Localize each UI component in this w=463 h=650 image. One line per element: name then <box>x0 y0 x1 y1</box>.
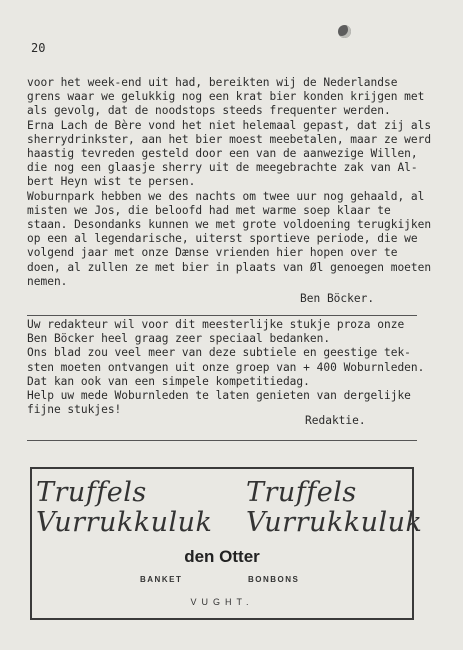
ad-script-truffels: Truffels <box>36 477 147 508</box>
story-line: nemen. <box>27 274 68 288</box>
editorial-line: Dat kan ook van een simpele kompetitiedag. <box>27 374 310 388</box>
story-line: op een al legendarische, uiterst sportieve periode, die we <box>27 232 418 246</box>
story-line: misten we Jos, die beloofd had met warme soep klaar te <box>27 203 391 217</box>
ink-spot-icon <box>338 25 351 38</box>
story-line: bert Heyn wist te persen. <box>27 175 196 189</box>
editorial-line: Uw redakteur wil voor dit meesterlijke stukje proza onze <box>27 318 405 331</box>
editorial-line: Help uw mede Woburnleden te laten genieten van dergelijke <box>27 389 411 403</box>
ad-tag-bonbons: BONBONS <box>248 575 300 584</box>
editorial-line: fijne stukjes! <box>27 403 122 417</box>
story-line: als gevolg, dat de noodstops steeds frequenter werden. <box>27 104 391 118</box>
story-line: staan. Desondanks kunnen we met grote voldoening terugkijken <box>27 218 432 232</box>
story-line: Woburnpark hebben we des nachts om twee uur nog gehaald, al <box>27 189 425 203</box>
story-text <box>27 76 431 289</box>
page-number: 20 <box>31 41 46 55</box>
advertisement <box>30 467 423 620</box>
editorial-note <box>27 318 424 417</box>
ad-script-truffels: Truffels <box>246 477 357 508</box>
story-line: Erna Lach de Bère vond het niet helemaal gepast, dat zij als <box>27 118 432 132</box>
story-line: doen, al zullen ze met bier in plaats van Øl genoegen moeten <box>27 260 432 274</box>
story-line: volgend jaar met onze Dænse vrienden hier hopen over te <box>27 246 398 260</box>
editorial-line: Ben Böcker heel graag zeer speciaal bedanken. <box>27 332 331 346</box>
ad-script-vurrukkuluk: Vurrukkuluk <box>36 507 213 538</box>
ad-tag-banket: BANKET <box>140 575 183 584</box>
editorial-line: sten moeten ontvangen uit onze groep van + 400 Woburnleden. <box>27 360 425 374</box>
story-line: haastig tevreden gesteld door een van de aanwezige Willen, <box>27 147 418 161</box>
story-line: voor het week-end uit had, bereikten wij de Nederlandse <box>27 76 398 89</box>
ad-town: VUGHT. <box>190 597 254 607</box>
ad-brand-name: den Otter <box>184 547 260 566</box>
editor-signature: Redaktie. <box>305 414 366 427</box>
editorial-line: Ons blad zou veel meer van deze subtiele en geestige tek- <box>27 346 411 360</box>
author-signature: Ben Böcker. <box>300 292 375 305</box>
story-line: die nog een glaasje sherry uit de meegebrachte zak van Al- <box>27 161 418 175</box>
section-divider <box>27 315 417 316</box>
section-divider <box>27 440 417 441</box>
story-line: grens waar we gelukkig nog een krat bier konden krijgen met <box>27 90 425 104</box>
story-line: sherrydrinkster, aan het bier moest meebetalen, maar ze werd <box>27 132 432 146</box>
ad-script-vurrukkuluk: Vurrukkuluk <box>246 507 423 538</box>
